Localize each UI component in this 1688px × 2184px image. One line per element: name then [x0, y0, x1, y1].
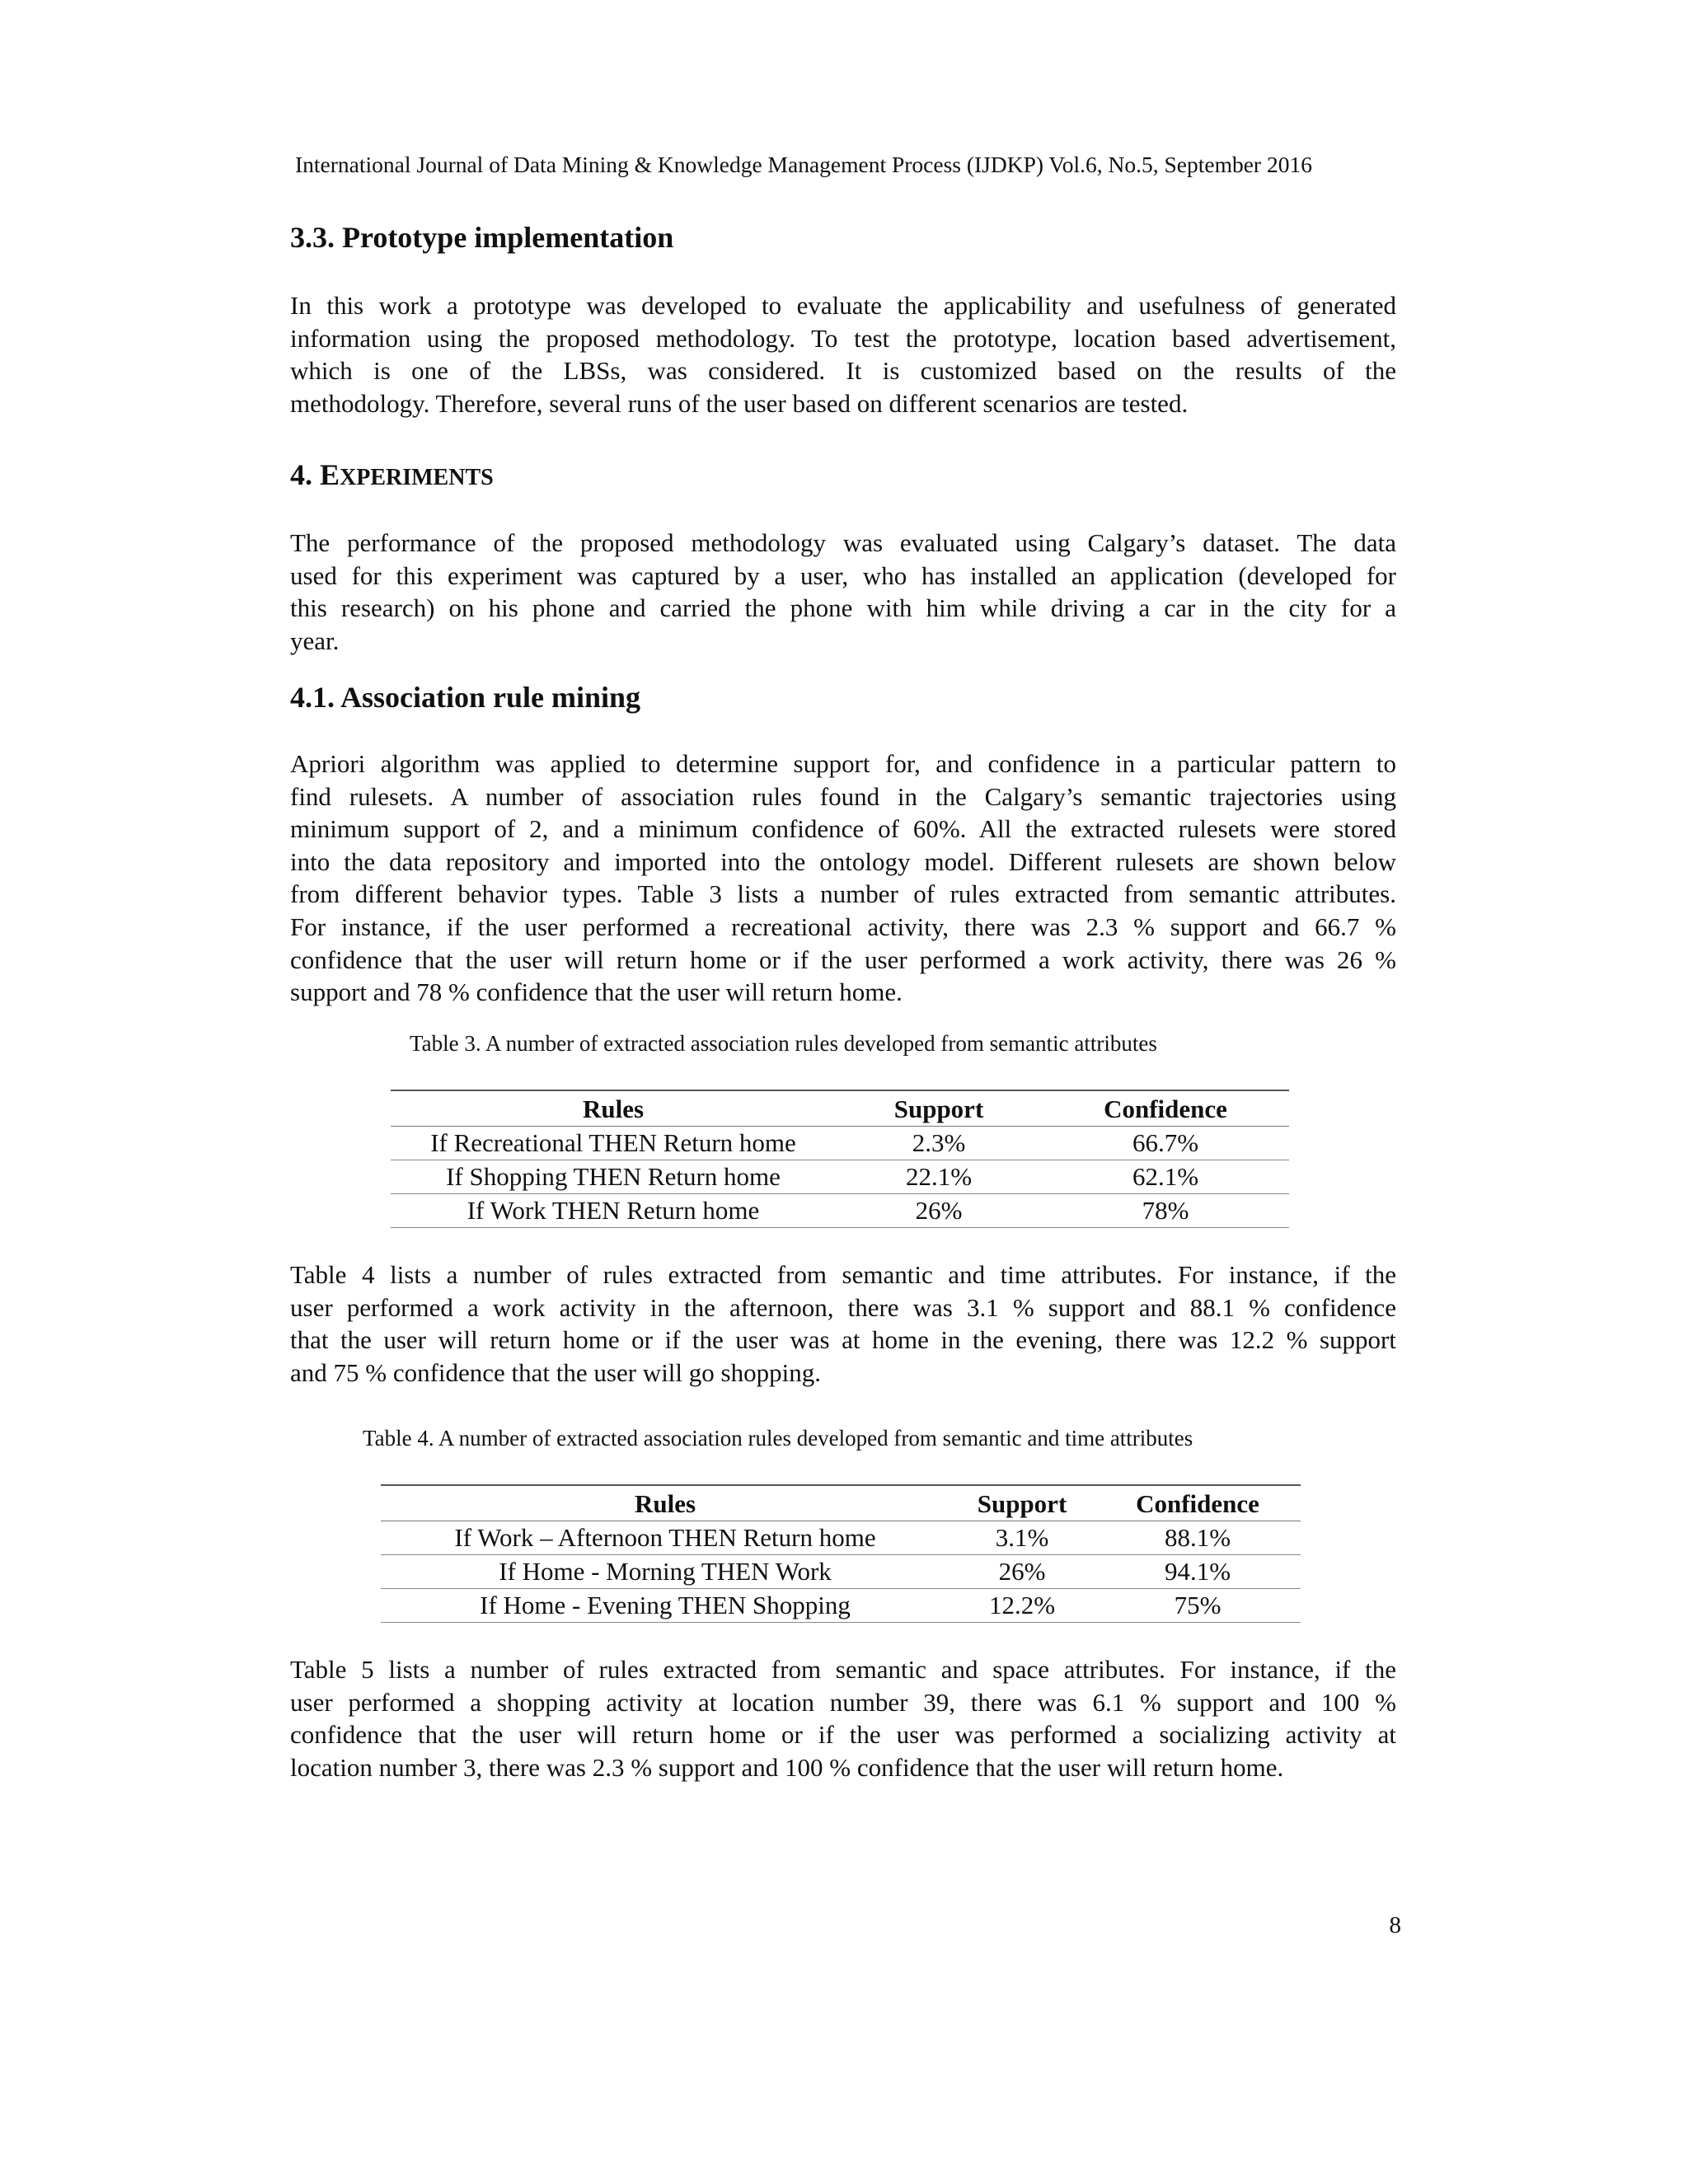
table-cell: If Shopping THEN Return home	[391, 1160, 836, 1194]
section-3-3-paragraph	[290, 289, 1396, 419]
table-5-intro-paragraph	[290, 1653, 1396, 1783]
paragraph-line: Apriori algorithm was applied to determine support for, and confidence in a particular pattern to	[290, 749, 1396, 778]
paragraph-line: methodology. Therefore, several runs of the user based on different scenarios are tested.	[290, 388, 1189, 418]
table-row	[381, 1555, 1301, 1589]
section-4-heading	[290, 457, 494, 496]
table-cell: If Home - Morning THEN Work	[381, 1555, 950, 1589]
paragraph-line: that the user will return home or if the user was at home in the evening, there was 12.2 % support	[290, 1325, 1396, 1355]
table-header-cell: Confidence	[1042, 1090, 1289, 1127]
paragraph-line: Table 5 lists a number of rules extracted from semantic and space attributes. For instance, if the	[290, 1655, 1396, 1684]
section-4-number: 4.	[290, 458, 320, 491]
table-cell: 75%	[1095, 1589, 1301, 1623]
section-3-3-heading: 3.3. Prototype implementation	[290, 221, 674, 254]
table-cell: If Home - Evening THEN Shopping	[381, 1589, 950, 1623]
table-row	[381, 1521, 1301, 1555]
section-4-paragraph	[290, 527, 1396, 657]
table-header-cell: Rules	[381, 1485, 950, 1521]
paragraph-line: minimum support of 2, and a minimum confidence of 60%. All the extracted rulesets were stored	[290, 814, 1396, 844]
table-header-cell: Confidence	[1095, 1485, 1301, 1521]
table-cell: 78%	[1042, 1194, 1289, 1228]
table-4	[381, 1484, 1301, 1623]
paragraph-line: In this work a prototype was developed to evaluate the applicability and usefulness of generated	[290, 291, 1396, 320]
table-cell: 66.7%	[1042, 1127, 1289, 1160]
table-header-row	[391, 1090, 1289, 1127]
table-header-cell: Support	[836, 1090, 1042, 1127]
table-header-row	[381, 1485, 1301, 1521]
paragraph-line: confidence that the user will return home or if the user was performed a socializing activity at	[290, 1720, 1396, 1750]
table-row	[391, 1127, 1289, 1160]
paragraph-line: used for this experiment was captured by a user, who has installed an application (developed for	[290, 560, 1396, 590]
table-cell: If Work – Afternoon THEN Return home	[381, 1521, 950, 1555]
table-cell: 26%	[836, 1194, 1042, 1228]
paragraph-line: support and 78 % confidence that the user will return home.	[290, 977, 903, 1007]
paragraph-line: confidence that the user will return home or if the user performed a work activity, there was 26 %	[290, 944, 1396, 974]
table-cell: 12.2%	[950, 1589, 1095, 1623]
table-cell: 88.1%	[1095, 1521, 1301, 1555]
paragraph-line: Table 4 lists a number of rules extracted from semantic and time attributes. For instance, if the	[290, 1260, 1396, 1289]
table-header-cell: Support	[950, 1485, 1095, 1521]
table-cell: 26%	[950, 1555, 1095, 1589]
table-cell: 94.1%	[1095, 1555, 1301, 1589]
paragraph-line: into the data repository and imported into the ontology model. Different rulesets are shown below	[290, 846, 1396, 876]
paragraph-line: information using the proposed methodology. To test the prototype, location based advertisement,	[290, 323, 1396, 353]
section-4-title-initial: E	[320, 458, 340, 491]
paragraph-line: and 75 % confidence that the user will go shopping.	[290, 1357, 821, 1387]
paragraph-line: user performed a shopping activity at location number 39, there was 6.1 % support and 100 %	[290, 1687, 1396, 1717]
paragraph-line: user performed a work activity in the afternoon, there was 3.1 % support and 88.1 % confidence	[290, 1292, 1396, 1322]
section-4-1-paragraph	[290, 748, 1396, 1009]
paragraph-line: For instance, if the user performed a recreational activity, there was 2.3 % support and 66.7 %	[290, 912, 1396, 941]
paragraph-line: year.	[290, 626, 340, 655]
table-row	[381, 1589, 1301, 1623]
section-4-1-heading: 4.1. Association rule mining	[290, 681, 641, 714]
paragraph-line: this research) on his phone and carried the phone with him while driving a car in the city for a	[290, 593, 1396, 623]
table-row	[391, 1194, 1289, 1228]
paragraph-line: location number 3, there was 2.3 % support and 100 % confidence that the user will return home.	[290, 1752, 1284, 1782]
table-header-cell: Rules	[391, 1090, 836, 1127]
section-4-title-rest: XPERIMENTS	[340, 465, 494, 490]
table-cell: 2.3%	[836, 1127, 1042, 1160]
table-cell: 22.1%	[836, 1160, 1042, 1194]
paragraph-line: which is one of the LBSs, was considered. It is customized based on the results of the	[290, 356, 1396, 386]
table-cell: 3.1%	[950, 1521, 1095, 1555]
table-3-caption: Table 3. A number of extracted association rules developed from semantic attributes	[410, 1031, 1157, 1056]
running-header: International Journal of Data Mining & Knowledge Management Process (IJDKP) Vol.6, No.5, September 2016	[295, 152, 1312, 177]
table-cell: If Work THEN Return home	[391, 1194, 836, 1228]
table-3	[391, 1090, 1289, 1228]
table-cell: 62.1%	[1042, 1160, 1289, 1194]
table-row	[391, 1160, 1289, 1194]
table-4-caption: Table 4. A number of extracted association rules developed from semantic and time attributes	[363, 1426, 1193, 1451]
table-4-intro-paragraph	[290, 1258, 1396, 1389]
page-number: 8	[1389, 1912, 1401, 1938]
paragraph-line: from different behavior types. Table 3 lists a number of rules extracted from semantic attributes.	[290, 879, 1396, 909]
paragraph-line: The performance of the proposed methodology was evaluated using Calgary’s dataset. The data	[290, 528, 1396, 557]
paragraph-line: find rulesets. A number of association rules found in the Calgary’s semantic trajectories using	[290, 781, 1396, 811]
table-cell: If Recreational THEN Return home	[391, 1127, 836, 1160]
